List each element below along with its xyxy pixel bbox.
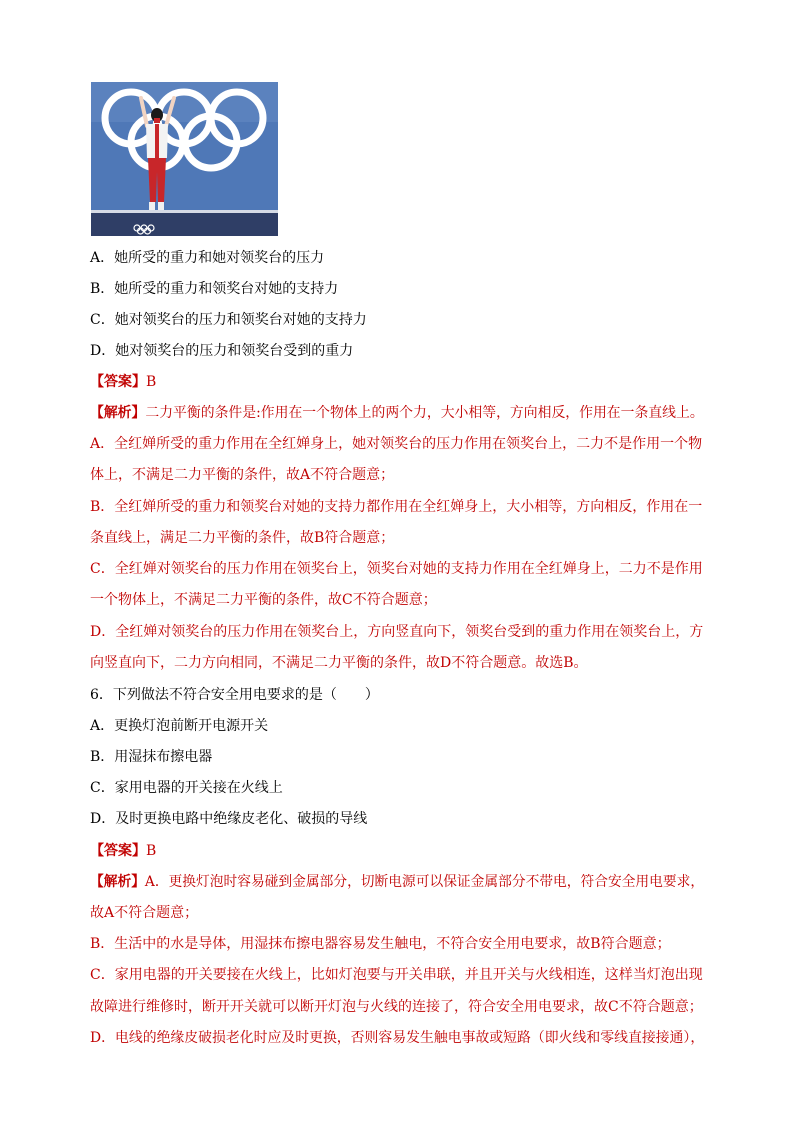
q5-analysis-intro xyxy=(90,403,704,423)
q5-option-b: B．她所受的重力和领奖台对她的支持力 xyxy=(90,281,339,297)
q6-answer xyxy=(90,841,156,861)
q5-analysis-a-line1: A．全红婵所受的重力作用在全红婵身上，她对领奖台的压力作用在领奖台上，二力不是作用一个物 xyxy=(90,436,703,452)
answer-tag: 【答案】 xyxy=(90,374,146,390)
q5-analysis-a-line2: 体上，不满足二力平衡的条件，故A不符合题意； xyxy=(90,467,395,483)
q5-analysis-b-line1: B．全红婵所受的重力和领奖台对她的支持力都作用在全红婵身上，大小相等，方向相反，作用在一 xyxy=(90,499,703,515)
q5-analysis-b-line2: 条直线上，满足二力平衡的条件，故B符合题意； xyxy=(90,530,395,546)
q6-analysis-a-line1 xyxy=(90,872,704,892)
podium-photo xyxy=(91,82,278,236)
q5-answer xyxy=(90,372,156,392)
analysis-text: 二力平衡的条件是:作用在一个物体上的两个力，大小相等，方向相反，作用在一条直线上。 xyxy=(145,405,704,421)
q6-option-c: C．家用电器的开关接在火线上 xyxy=(90,780,283,796)
q6-analysis-c-line2: 故障进行维修时，断开开关就可以断开灯泡与火线的连接了，符合安全用电要求，故C不符合题意； xyxy=(90,999,703,1015)
answer-value: B xyxy=(146,374,157,390)
analysis-tag: 【解析】 xyxy=(90,874,145,890)
q6-analysis-d-line1: D．电线的绝缘皮破损老化时应及时更换，否则容易发生触电事故或短路（即火线和零线直接接通）， xyxy=(90,1030,705,1046)
q5-option-d: D．她对领奖台的压力和领奖台受到的重力 xyxy=(90,343,354,359)
analysis-tag: 【解析】 xyxy=(90,405,146,421)
q6-option-b: B．用湿抹布擦电器 xyxy=(90,749,213,765)
q6-analysis-a-line2: 故A不符合题意； xyxy=(90,905,199,921)
analysis-text: A．更换灯泡时容易碰到金属部分，切断电源可以保证金属部分不带电，符合安全用电要求， xyxy=(144,874,705,890)
q6-analysis-c-line1: C．家用电器的开关要接在火线上，比如灯泡要与开关串联，并且开关与火线相连，这样当灯泡出现 xyxy=(90,967,703,983)
q5-analysis-d-line2: 向竖直向下，二力方向相同，不满足二力平衡的条件，故D不符合题意。故选B。 xyxy=(90,655,588,671)
q6-analysis-b-line1: B．生活中的水是导体，用湿抹布擦电器容易发生触电，不符合安全用电要求，故B符合题意； xyxy=(90,936,671,952)
answer-tag: 【答案】 xyxy=(90,843,146,859)
q6-stem: 6．下列做法不符合安全用电要求的是（ ） xyxy=(90,687,379,703)
q5-analysis-c-line1: C．全红婵对领奖台的压力作用在领奖台上，领奖台对她的支持力作用在全红婵身上，二力不是作用 xyxy=(90,561,703,577)
q5-analysis-d-line1: D．全红婵对领奖台的压力作用在领奖台上，方向竖直向下，领奖台受到的重力作用在领奖台上，方 xyxy=(90,624,704,640)
olympic-podium-image xyxy=(91,82,278,236)
q5-option-c: C．她对领奖台的压力和领奖台对她的支持力 xyxy=(90,312,367,328)
q5-option-a: A．她所受的重力和她对领奖台的压力 xyxy=(90,250,325,266)
q6-option-a: A．更换灯泡前断开电源开关 xyxy=(90,718,269,734)
q5-analysis-c-line2: 一个物体上，不满足二力平衡的条件，故C不符合题意； xyxy=(90,592,437,608)
q6-option-d: D．及时更换电路中绝缘皮老化、破损的导线 xyxy=(90,811,368,827)
answer-value: B xyxy=(146,843,157,859)
